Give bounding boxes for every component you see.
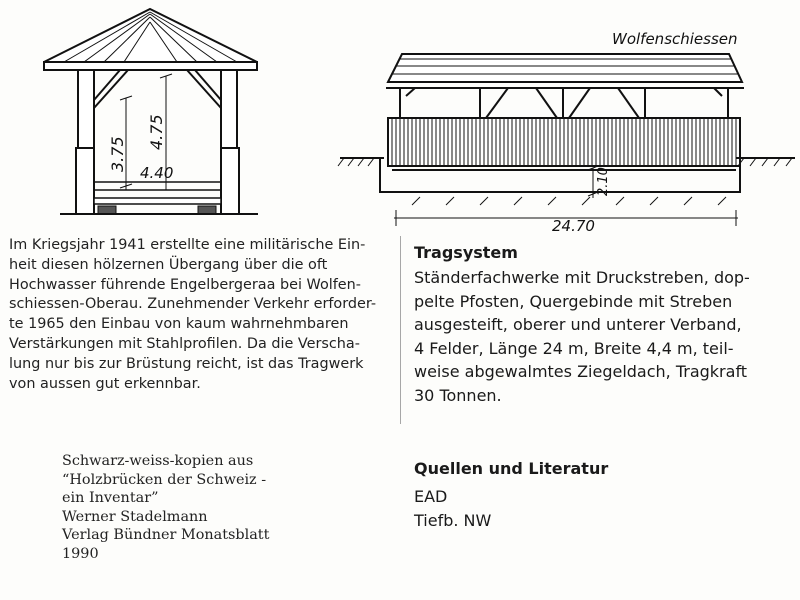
copy-source-note xyxy=(62,452,269,563)
description-line: schiessen-Oberau. Zunehmender Verkehr erforder- xyxy=(9,296,377,313)
drawings-figure xyxy=(0,0,800,240)
sources-list xyxy=(414,485,491,532)
description-line: te 1965 den Einbau von kaum wahrnehmbaren xyxy=(9,316,349,333)
description-line: Hochwasser führende Engelbergeraa bei Wolfen- xyxy=(9,276,361,293)
ground-hatch-mark xyxy=(548,197,556,205)
description-line: heit diesen hölzernen Übergang über die oft xyxy=(9,256,328,273)
tragsystem-line: pelte Pfosten, Quergebinde mit Streben xyxy=(414,291,733,311)
ground-hatch-mark xyxy=(446,197,454,205)
ground-hatch-mark xyxy=(480,197,488,205)
tragsystem-line: weise abgewalmtes Ziegeldach, Tragkraft xyxy=(414,362,748,382)
ground-hatch-mark xyxy=(338,158,344,166)
cross-section-drawing xyxy=(44,9,258,214)
elevation-drawing xyxy=(338,54,795,226)
elevation-location-label: Wolfenschiessen xyxy=(612,30,738,48)
ground-hatch-mark xyxy=(348,158,354,166)
ground-hatch-mark xyxy=(412,197,420,205)
sources-heading: Quellen und Literatur xyxy=(414,459,609,478)
source-note-line: Werner Stadelmann xyxy=(62,508,208,525)
source-note-line: Schwarz-weiss-kopien aus xyxy=(62,453,254,469)
description-line: Im Kriegsjahr 1941 erstellte eine militärische Ein- xyxy=(9,237,366,253)
source-note-line: Verlag Bündner Monatsblatt xyxy=(62,527,270,543)
tragsystem-line: Ständerfachwerke mit Druckstreben, dop- xyxy=(414,268,750,287)
ground-hatch-mark xyxy=(358,158,364,166)
elevation-dim-span: 24.70 xyxy=(552,217,595,235)
source-note-line: ein Inventar” xyxy=(62,490,159,506)
ground-hatch-mark xyxy=(762,158,768,166)
section-dim-height-inner: 3.75 xyxy=(108,136,127,172)
ground-hatch-mark xyxy=(650,197,658,205)
elevation-truss xyxy=(400,88,728,118)
description-line: Verstärkungen mit Stahlprofilen. Da die Verscha- xyxy=(9,335,360,352)
section-dim-width: 4.40 xyxy=(140,164,174,182)
ground-hatch-mark xyxy=(684,197,692,205)
source-item: Tiefb. NW xyxy=(414,510,492,530)
ground-hatch-mark xyxy=(750,158,756,166)
ground-hatch-mark xyxy=(368,158,374,166)
ground-hatch-mark xyxy=(718,197,726,205)
source-note-line: “Holzbrücken der Schweiz - xyxy=(62,471,267,488)
tragsystem-text xyxy=(414,266,792,408)
ground-hatch-mark xyxy=(774,158,780,166)
bridge-description xyxy=(9,236,407,394)
column-divider xyxy=(400,236,401,424)
source-item: EAD xyxy=(414,487,448,506)
description-line: von aussen gut erkennbar. xyxy=(9,375,201,392)
description-line: lung nur bis zur Brüstung reicht, ist das Tragwerk xyxy=(9,355,364,372)
tragsystem-heading: Tragsystem xyxy=(414,243,518,262)
source-note-line: 1990 xyxy=(62,545,99,562)
tragsystem-line: ausgesteift, oberer und unterer Verband, xyxy=(414,315,742,335)
ground-hatch-mark xyxy=(514,197,522,205)
ground-hatch-mark xyxy=(582,197,590,205)
tragsystem-line: 30 Tonnen. xyxy=(414,385,502,405)
ground-hatch-mark xyxy=(616,197,624,205)
section-dim-height-total: 4.75 xyxy=(147,114,166,150)
tragsystem-line: 4 Felder, Länge 24 m, Breite 4,4 m, teil- xyxy=(414,338,734,358)
elevation-roof xyxy=(388,54,742,82)
ground-hatch-mark xyxy=(786,158,792,166)
elevation-dim-clearance: 2.10 xyxy=(596,167,611,196)
